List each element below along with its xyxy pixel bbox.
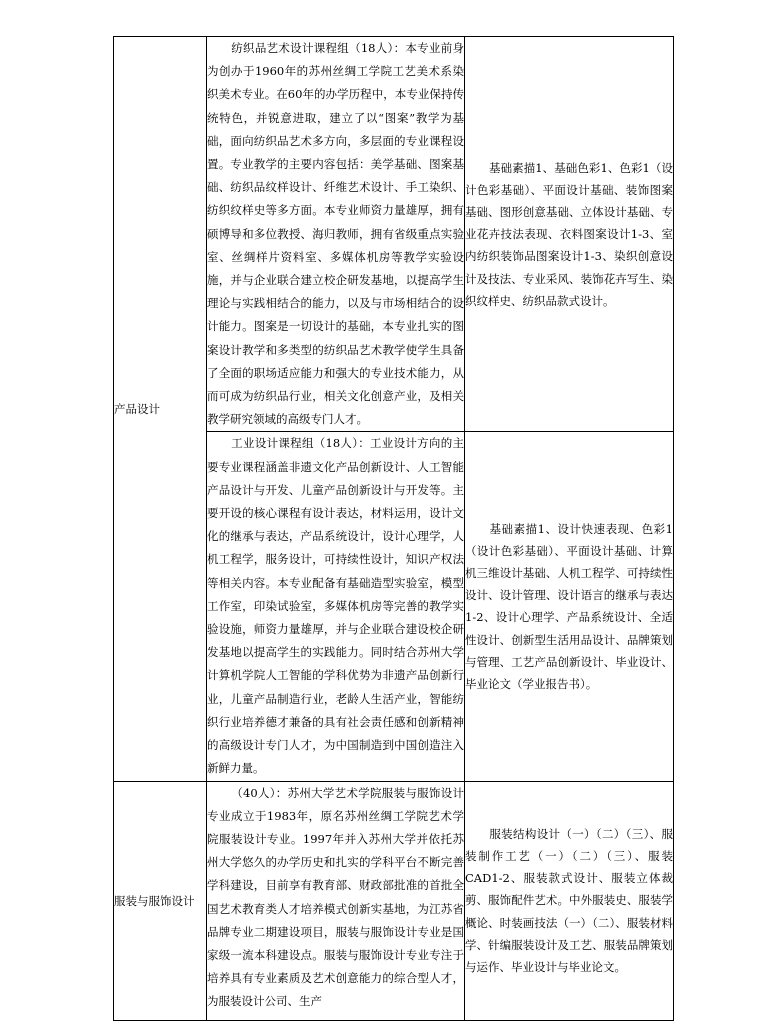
courses-text: 基础素描1、设计快速表现、色彩1（设计色彩基础）、平面设计基础、计算机三维设计基础、人机工程学、可持续性设计、设计管理、设计语言的继承与表达1-2、设计心理学、产品系统设计、全适性设计、创新型生活用品设计、品牌策划与管理、工艺产品创新设计、毕业设计、毕业论文（学业报告书）。 xyxy=(465,521,673,692)
description-text: 纺织品艺术设计课程组（18人）：本专业前身为创办于1960年的苏州丝绸工学院工艺美术系染织美术专业。在60年的办学历程中，本专业保持传统特色，并锐意进取，建立了以“图案”教学为基础，面向纺织品艺术多方向，多层面的专业课程设置。专业教学的主要内容包括：美学基础、图案基础、纺织品纹样设计、纤维艺术设计、手工染织、纺织纹样史等多方面。本专业师资力量雄厚，拥有硕博导和多位教授、海归教师，拥有省级重点实验室、丝绸样片资料室、多媒体机房等教学实验设施，并与企业联合建立校企研发基地，以提高学生理论与实践相结合的能力，以及与市场相结合的设计能力。图案是一切设计的基础，本专业扎实的图案设计教学和多类型的纺织品艺术教学使学生具备了全面的职场适应能力和强大的专业技术能力，从而可成为纺织品行业，相关文化创意产业，及相关教学研究领域的高级专门人才。 xyxy=(207,41,464,427)
table-row xyxy=(114,781,674,1020)
category-label: 产品设计 xyxy=(114,401,160,416)
category-label: 服装与服饰设计 xyxy=(114,893,195,908)
category-cell xyxy=(114,781,207,1020)
courses-text: 服装结构设计（一）（二）（三）、服装制作工艺（一）（二）（三）、服装CAD1-2、服装款式设计、服装立体裁剪、服饰配件艺术。中外服装史、服装学概论、时装画技法（一）（二）、服装材料学、针编服装设计及工艺、服装品牌策划与运作、毕业设计与毕业论文。 xyxy=(465,826,673,974)
description-text: （40人）：苏州大学艺术学院服装与服饰设计专业成立于1983年，原名苏州丝绸工学院艺术学院服装设计专业。1997年并入苏州大学并依托苏州大学悠久的办学历史和扎实的学科平台不断完善学科建设，目前享有教育部、财政部批准的首批全国艺术教育类人才培养模式创新实基地，为江苏省品牌专业二期建设项目，服装与服饰设计专业是国家级一流本科建设点。服装与服饰设计专业专注于培养具有专业素质及艺术创意能力的综合型人才，为服装设计公司、生产 xyxy=(207,785,464,1009)
category-cell xyxy=(114,37,207,782)
courses-cell xyxy=(465,432,674,781)
table-row xyxy=(114,37,674,432)
courses-text: 基础素描1、基础色彩1、色彩1（设计色彩基础）、平面设计基础、装饰图案基础、图形创意基础、立体设计基础、专业花卉技法表现、衣料图案设计1-3、室内纺织装饰品图案设计1-3、染织创意设计及技法、专业采风、装饰花卉写生、染织纹样史、纺织品款式设计。 xyxy=(465,160,673,308)
description-cell xyxy=(207,432,465,781)
description-cell xyxy=(207,37,465,432)
description-text: 工业设计课程组（18人）：工业设计方向的主要专业课程涵盖非遗文化产品创新设计、人工智能产品设计与开发、儿童产品创新设计与开发等。主要开设的核心课程有设计表达，材料运用，设计文化的继承与表达，产品系统设计，设计心理学，人机工程学，服务设计，可持续性设计，知识产权法等相关内容。本专业配备有基础造型实验室，模型工作室，印染试验室，多媒体机房等完善的教学实验设施，师资力量雄厚，并与企业联合建设校企研发基地以提高学生的实践能力。同时结合苏州大学计算机学院人工智能的学科优势为非遗产品创新行业，儿童产品制造行业，老龄人生活产业，智能纺织行业培养德才兼备的具有社会责任感和创新精神的高级设计专门人才，为中国制造到中国创造注入新鲜力量。 xyxy=(207,436,464,776)
curriculum-table xyxy=(113,36,674,1021)
description-cell xyxy=(207,781,465,1020)
courses-cell xyxy=(465,781,674,1020)
courses-cell xyxy=(465,37,674,432)
